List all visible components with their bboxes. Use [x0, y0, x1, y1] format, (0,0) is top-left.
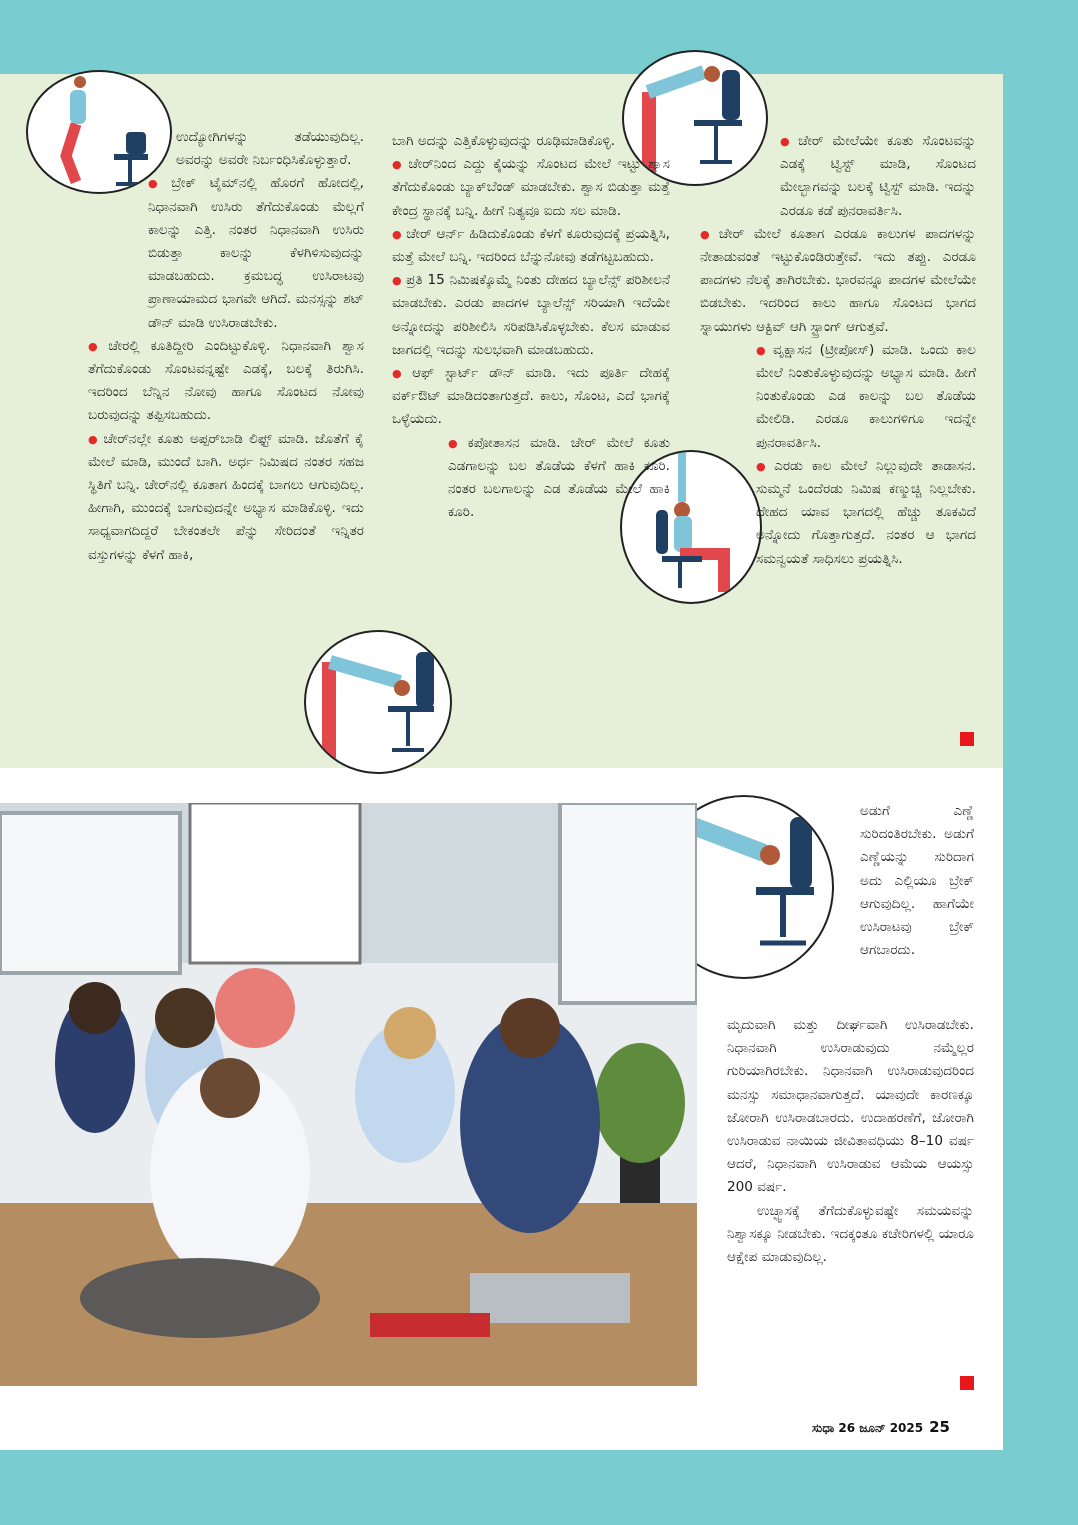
bullet-icon: ● — [88, 432, 100, 446]
bullet-icon: ● — [700, 227, 715, 241]
column2-bullet-5: ● ಕಪೋತಾಸನ ಮಾಡಿ. ಚೇರ್ ಮೇಲೆ ಕೂತು ಎಡಗಾಲನ್ನು ಬಲ ತೊಡೆಯ ಕೆಳಗೆ ಹಾಕಿ ಕೂರಿ. ನಂತರ ಬಲಗಾಲನ್ನು ಎಡ ತೊಡೆಯ ಮೇಲೆ ಹಾಕಿ ಕೂರಿ. — [448, 434, 670, 521]
bullet-icon: ● — [756, 459, 771, 473]
column3-bullet-3: ● ವೃಕ್ಷಾಸನ (ಟ್ರೀಪೋಸ್) ಮಾಡಿ. ಒಂದು ಕಾಲ ಮೇಲೆ ನಿಂತುಕೊಳ್ಳುವುದನ್ನು ಅಭ್ಯಾಸ ಮಾಡಿ. ಹೀಗೆ ನಿಂತುಕೊಂಡು ಎಡ ಕಾಲನ್ನು ಬಲ ತೊಡೆಯ ಮೇಲಿಡಿ. ಎರಡೂ ಕಾಲುಗಳಿಗೂ ಇದನ್ನೇ ಪುನರಾವರ್ತಿಸಿ. — [756, 341, 976, 451]
magazine-date: ಸುಧಾ 26 ಜೂನ್ 2025 — [812, 1421, 924, 1435]
illustration-forward-fold — [304, 630, 452, 774]
office-meditation-photo — [0, 803, 697, 1386]
column3-bullet-1: ● ಚೇರ್ ಮೇಲೆಯೇ ಕೂತು ಸೊಂಟವನ್ನು ಎಡಕ್ಕೆ ಟ್ವಿಸ್ಟ್ ಮಾಡಿ, ಸೊಂಟದ ಮೇಲ್ಭಾಗವನ್ನು ಬಲಕ್ಕೆ ಟ್ವಿಸ್ಟ್ ಮಾಡಿ. ಇದನ್ನು ಎರಡೂ ಕಡೆ ಪುನರಾವರ್ತಿಸಿ. — [780, 133, 976, 219]
bullet-icon: ● — [756, 343, 769, 357]
column2-bullet-4: ● ಆಫ್ ಸ್ಟಾರ್ಟ್ ಡೌನ್ ಮಾಡಿ. ಇದು ಪೂರ್ತಿ ದೇಹಕ್ಕೆ ವರ್ಕ್‌ಔಟ್ ಮಾಡಿದಂತಾಗುತ್ತದೆ. ಕಾಲು, ಸೊಂಟ, ಎದೆ ಭಾಗಕ್ಕೆ ಒಳ್ಳೆಯದು. — [392, 365, 670, 428]
bottom-text-narrow — [860, 800, 974, 962]
article-column-3 — [700, 130, 976, 571]
article-column-1 — [88, 126, 364, 567]
bullet-icon: ● — [392, 158, 405, 172]
column1-bullet-3: ● ಚೇರ್‌ನಲ್ಲೇ ಕೂತು ಅಪ್ಪರ್‌ಬಾಡಿ ಲಿಫ್ಟ್ ಮಾಡಿ. ಜೊತೆಗೆ ಕೈ ಮೇಲೆ ಮಾಡಿ, ಮುಂದೆ ಬಾಗಿ. ಅರ್ಧ ನಿಮಿಷದ ನಂತರ ಸಹಜ ಸ್ಥಿತಿಗೆ ಬನ್ನಿ. ಚೇರ್‌ನಲ್ಲಿ ಕೂತಾಗ ಹಿಂದಕ್ಕೆ ಬಾಗಲು ಆಗುವುದಿಲ್ಲ. ಹೀಗಾಗಿ, ಮುಂದಕ್ಕೆ ಬಾಗುವುದನ್ನೇ ಅಭ್ಯಾಸ ಮಾಡಿಕೊಳ್ಳಿ. ಇದು ಸಾಧ್ಯವಾಗದಿದ್ದರೆ ಬೇಕಂತಲೇ ಪೆನ್ನು ಸೇರಿದಂತೆ ಇನ್ನಿತರ ವಸ್ತುಗಳನ್ನು ಕೆಳಗೆ ಹಾಕಿ, — [88, 430, 364, 563]
column2-intro: ಬಾಗಿ ಅದನ್ನು ಎತ್ತಿಕೊಳ್ಳುವುದನ್ನು ರೂಢಿಮಾಡಿಕೊಳ್ಳಿ. — [392, 133, 616, 149]
column3-bullet-2: ● ಚೇರ್ ಮೇಲೆ ಕೂತಾಗ ಎರಡೂ ಕಾಲುಗಳ ಪಾದಗಳನ್ನು ನೇತಾಡುವಂತೆ ಇಟ್ಟುಕೊಂಡಿರುತ್ತೇವೆ. ಇದು ತಪ್ಪು. ಎರಡೂ ಪಾದಗಳು ನೆಲಕ್ಕೆ ತಾಗಿರಬೇಕು. ಭಾರವನ್ನೂ ಪಾದಗಳ ಮೇಲೆಯೇ ಬಿಡಬೇಕು. ಇದರಿಂದ ಕಾಲು ಹಾಗೂ ಸೊಂಟದ ಭಾಗದ ಸ್ನಾಯುಗಳು ಆಕ್ಟಿವ್ ಆಗಿ ಸ್ಟ್ರಾಂಗ್ ಆಗುತ್ತವೆ. — [700, 225, 976, 335]
end-mark-bottom — [960, 1376, 974, 1390]
bullet-icon: ● — [88, 339, 105, 353]
article-column-2 — [392, 130, 670, 524]
bullet-icon: ● — [392, 274, 403, 288]
page-footer — [812, 1418, 950, 1436]
column2-bullet-2: ● ಚೇರ್ ಆರ್ನ್ ಹಿಡಿದುಕೊಂಡು ಕೆಳಗೆ ಕೂರುವುದಕ್ಕೆ ಪ್ರಯತ್ನಿಸಿ, ಮತ್ತೆ ಮೇಲೆ ಬನ್ನಿ. ಇದರಿಂದ ಬೆನ್ನುನೋವು ತಡೆಗಟ್ಟಬಹುದು. — [392, 225, 670, 266]
bottom-paragraph-1: ಅಡುಗೆ ಎಣ್ಣೆ ಸುರಿದಂತಿರಬೇಕು. ಅಡುಗೆ ಎಣ್ಣೆಯನ್ನು ಸುರಿದಾಗ ಅದು ಎಲ್ಲಿಯೂ ಬ್ರೇಕ್ ಆಗುವುದಿಲ್ಲ. ಹಾಗೆಯೇ ಉಸಿರಾಟವು ಬ್ರೇಕ್ ಆಗಬಾರದು. — [860, 803, 974, 959]
column1-bullet-2: ● ಚೇರಲ್ಲಿ ಕೂತಿದ್ದೀರಿ ಎಂದಿಟ್ಟುಕೊಳ್ಳಿ. ನಿಧಾನವಾಗಿ ಶ್ವಾಸ ತೆಗೆದುಕೊಂಡು ಸೊಂಟವನ್ನಷ್ಟೇ ಎಡಕ್ಕೆ, ಬಲಕ್ಕೆ ತಿರುಗಿಸಿ. ಇದರಿಂದ ಬೆನ್ನಿನ ನೋವು ಹಾಗೂ ಸೊಂಟದ ನೋವು ಬರುವುದನ್ನು ತಪ್ಪಿಸಬಹುದು. — [88, 337, 364, 424]
bullet-icon: ● — [148, 177, 168, 191]
bullet-icon: ● — [392, 367, 409, 381]
page-number: 25 — [929, 1418, 950, 1436]
column3-bullet-4: ● ಎರಡು ಕಾಲ ಮೇಲೆ ನಿಲ್ಲುವುದೇ ತಾಡಾಸನ. ಸುಮ್ಮನೆ ಒಂದೆರಡು ನಿಮಿಷ ಕಣ್ಮುಚ್ಚಿ ನಿಲ್ಲಬೇಕು. ದೇಹದ ಯಾವ ಭಾಗದಲ್ಲಿ ಹೆಚ್ಚು ತೂಕವಿದೆ ಅನ್ನೋದು ಗೊತ್ತಾಗುತ್ತದೆ. ನಂತರ ಆ ಭಾಗದ ಸಮನ್ವಯತೆ ಸಾಧಿಸಲು ಪ್ರಯತ್ನಿಸಿ. — [756, 457, 976, 567]
bottom-text-wide — [727, 1014, 974, 1269]
bottom-paragraph-2: ಮೃದುವಾಗಿ ಮತ್ತು ದೀರ್ಘವಾಗಿ ಉಸಿರಾಡಬೇಕು. ನಿಧಾನವಾಗಿ ಉಸಿರಾಡುವುದು ನಮ್ಮೆಲ್ಲರ ಗುರಿಯಾಗಿರಬೇಕು. ನಿಧಾನವಾಗಿ ಉಸಿರಾಡುವುದರಿಂದ ಮನಸ್ಸು ಸಮಾಧಾನವಾಗುತ್ತದೆ. ಯಾವುದೇ ಕಾರಣಕ್ಕೂ ಜೋರಾಗಿ ಉಸಿರಾಡಬಾರದು. ಉದಾಹರಣೆಗೆ, ಜೋರಾಗಿ ಉಸಿರಾಡುವ ನಾಯಿಯ ಜೀವಿತಾವಧಿಯು 8–10 ವರ್ಷ ಆದರೆ, ನಿಧಾನವಾಗಿ ಉಸಿರಾಡುವ ಆಮೆಯ ಆಯಸ್ಸು 200 ವರ್ಷ. — [727, 1017, 974, 1196]
column1-bullet-1: ● ಬ್ರೇಕ್ ಟೈಮ್‌ನಲ್ಲಿ ಹೊರಗೆ ಹೋದಲ್ಲಿ, ನಿಧಾನವಾಗಿ ಉಸಿರು ತೆಗೆದುಕೊಂಡು ಮೆಲ್ಲಗೆ ಕಾಲನ್ನು ಎತ್ತಿ. ನಂತರ ನಿಧಾನವಾಗಿ ಉಸಿರು ಬಿಡುತ್ತಾ ಕಾಲನ್ನು ಕೆಳಗಿಳಿಸುವುದನ್ನು ಮಾಡಬಹುದು. ಕ್ರಮಬದ್ಧ ಉಸಿರಾಟವು ಪ್ರಾಣಾಯಾಮದ ಭಾಗವೇ ಆಗಿದೆ. ಮನಸ್ಸನ್ನು ಶಟ್ ಡೌನ್ ಮಾಡಿ ಉಸಿರಾಡಬೇಕು. — [148, 175, 364, 331]
bullet-icon: ● — [448, 436, 464, 450]
column2-bullet-3: ● ಪ್ರತಿ 15 ನಿಮಿಷಕ್ಕೊಮ್ಮೆ ನಿಂತು ದೇಹದ ಬ್ಯಾಲೆನ್ಸ್ ಪರಿಶೀಲನೆ ಮಾಡಬೇಕು. ಎರಡು ಪಾದಗಳ ಬ್ಯಾಲೆನ್ಸ್ ಸರಿಯಾಗಿ ಇದೆಯೇ ಅನ್ನೋದನ್ನು ಪರಿಶೀಲಿಸಿ ಸರಿಪಡಿಸಿಕೊಳ್ಳಬೇಕು. ಕೆಲಸ ಮಾಡುವ ಜಾಗದಲ್ಲಿ ಇದನ್ನು ಸುಲಭವಾಗಿ ಮಾಡಬಹುದು. — [392, 272, 670, 358]
column2-bullet-1: ● ಚೇರ್‌ನಿಂದ ಎದ್ದು ಕೈಯನ್ನು ಸೊಂಟದ ಮೇಲೆ ಇಟ್ಟು ಶ್ವಾಸ ತೆಗೆದುಕೊಂಡು ಬ್ಯಾಕ್‌ಬೆಂಡ್ ಮಾಡಬೇಕು. ಶ್ವಾಸ ಬಿಡುತ್ತಾ ಮತ್ತೆ ಕೇಂದ್ರ ಸ್ಥಾನಕ್ಕೆ ಬನ್ನಿ. ಹೀಗೆ ನಿತ್ಯವೂ ಐದು ಸಲ ಮಾಡಿ. — [392, 156, 670, 219]
column1-intro: ಉದ್ಯೋಗಿಗಳನ್ನು ತಡೆಯುವುದಿಲ್ಲ. ಅವರನ್ನು ಅವರೇ ನಿರ್ಬಂಧಿಸಿಕೊಳ್ಳುತ್ತಾರೆ. — [176, 129, 364, 169]
bullet-icon: ● — [780, 135, 795, 148]
end-mark — [960, 732, 974, 746]
bottom-paragraph-3: ಉಚ್ಛ್ವಾಸಕ್ಕೆ ತೆಗೆದುಕೊಳ್ಳುವಷ್ಟೇ ಸಮಯವನ್ನು ನಿಶ್ವಾಸಕ್ಕೂ ನೀಡಬೇಕು. ಇದಕ್ಕಂತೂ ಕಚೇರಿಗಳಲ್ಲಿ ಯಾರೂ ಆಕ್ಷೇಪ ಮಾಡುವುದಿಲ್ಲ. — [727, 1202, 974, 1266]
bullet-icon: ● — [392, 227, 403, 241]
forward-fold-icon — [306, 632, 450, 772]
